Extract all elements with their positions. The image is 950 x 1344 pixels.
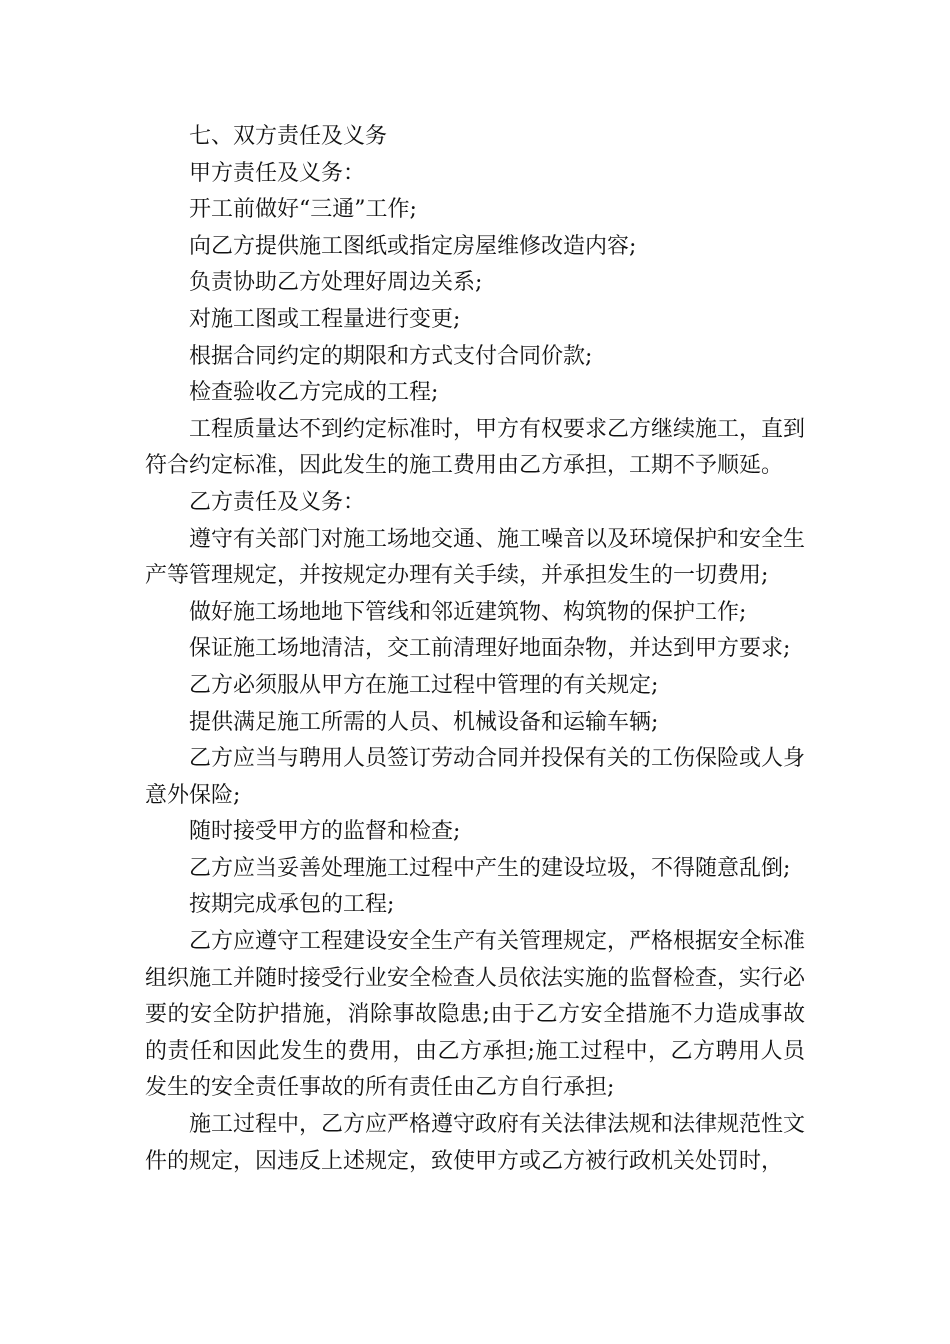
section-heading: 七、双方责任及义务 xyxy=(189,124,388,149)
paragraph: 随时接受甲方的监督和检查; xyxy=(189,819,461,845)
paragraph: 乙方应遵守工程建设安全生产有关管理规定，严格根据安全标准组织施工并随时接受行业安全检查人员依法实施的监督检查，实行必要的安全防护措施，消除事故隐患;由于乙方安全措施不力造成事故的责任和因此发生的费用，由乙方承担;施工过程中，乙方聘用人员发生的安全责任事故的所有责任由乙方自行承担; xyxy=(145,929,806,1101)
paragraph: 开工前做好“三通”工作; xyxy=(189,197,417,223)
paragraph: 根据合同约定的期限和方式支付合同价款; xyxy=(189,343,593,369)
paragraph: 向乙方提供施工图纸或指定房屋维修改造内容; xyxy=(189,233,637,259)
paragraph: 按期完成承包的工程; xyxy=(189,892,395,918)
paragraph: 工程质量达不到约定标准时，甲方有权要求乙方继续施工，直到符合约定标准，因此发生的施工费用由乙方承担，工期不予顺延。 xyxy=(145,416,806,479)
paragraph: 乙方应当与聘用人员签订劳动合同并投保有关的工伤保险或人身意外保险; xyxy=(145,746,806,808)
paragraph: 遵守有关部门对施工场地交通、施工噪音以及环境保护和安全生产等管理规定，并按规定办理有关手续，并承担发生的一切费用; xyxy=(145,526,806,589)
paragraph: 乙方必须服从甲方在施工过程中管理的有关规定; xyxy=(189,672,659,698)
paragraph: 提供满足施工所需的人员、机械设备和运输车辆; xyxy=(189,709,659,735)
paragraph: 做好施工场地地下管线和邻近建筑物、构筑物的保护工作; xyxy=(189,599,747,625)
paragraph: 保证施工场地清洁，交工前清理好地面杂物，并达到甲方要求; xyxy=(189,636,791,662)
paragraph: 负责协助乙方处理好周边关系; xyxy=(189,270,483,296)
party-a-heading: 甲方责任及义务： xyxy=(189,160,366,186)
paragraph: 检查验收乙方完成的工程; xyxy=(189,380,439,406)
party-b-heading: 乙方责任及义务： xyxy=(189,489,366,515)
paragraph: 施工过程中，乙方应严格遵守政府有关法律法规和法律规范性文件的规定，因违反上述规定，致使甲方或乙方被行政机关处罚时， xyxy=(145,1112,806,1174)
paragraph: 对施工图或工程量进行变更; xyxy=(189,306,461,332)
document-body xyxy=(145,119,805,1180)
paragraph: 乙方应当妥善处理施工过程中产生的建设垃圾，不得随意乱倒; xyxy=(189,855,791,881)
